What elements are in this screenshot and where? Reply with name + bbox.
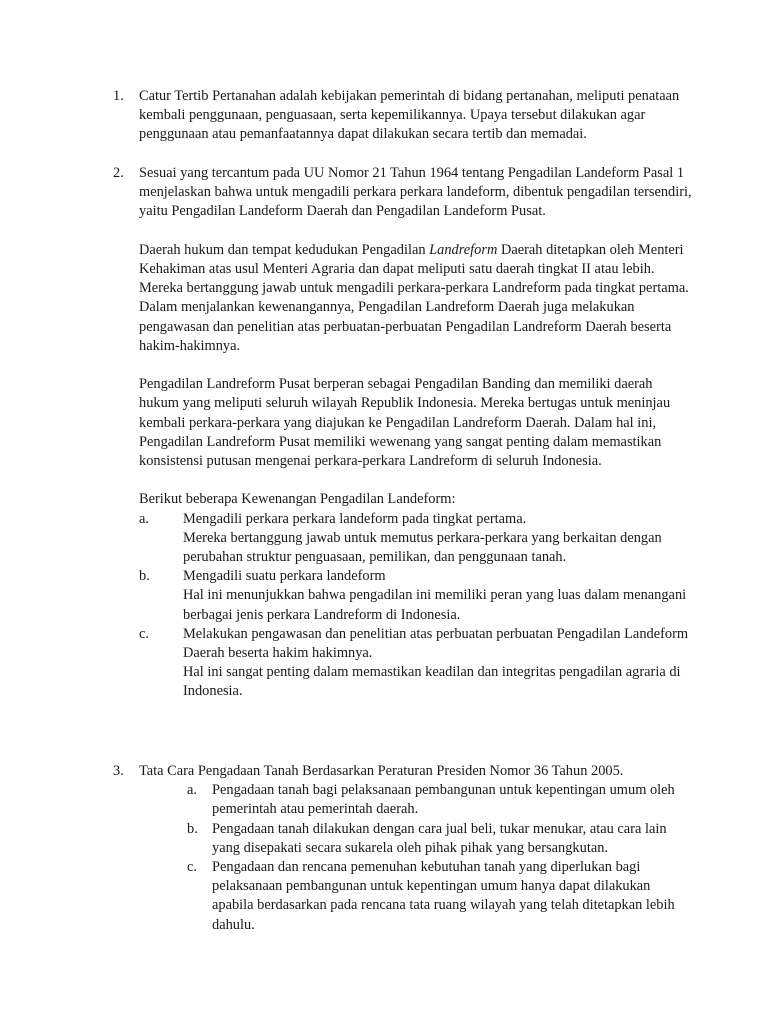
sub-letter: b. [187, 820, 198, 837]
paragraph: Catur Tertib Pertanahan adalah kebijakan pemerintah di bidang pertanahan, meliputi penataan kembali penggunaan, penguasaan, serta kepemilikannya. Upaya tersebut dilakukan agar penggunaan atau pemanfaatannya dapat dilakukan secara tertib dan memadai. [139, 88, 680, 143]
sub-description: Pengadaan dan rencana pemenuhan kebutuhan tanah yang diperlukan bagi pelaksanaan pembangunan untuk kepentingan umum hanya dapat dilakukan apabila berdasarkan pada rencana tata ruang wilayah yang telah ditetapkan lebih dahulu. [212, 859, 675, 933]
sub-heading: Mengadili suatu perkara landeform [183, 568, 386, 585]
sub-list-item [187, 858, 693, 935]
paragraph: Sesuai yang tercantum pada UU Nomor 21 Tahun 1964 tentang Pengadilan Landeform Pasal 1 menjelaskan bahwa untuk mengadili perkara perkara landeform, dibentuk pengadilan tersendiri, yaitu Pengadilan Landeform Daerah dan Pengadilan Landeform Pusat. [139, 165, 692, 220]
sub-list-item [187, 781, 693, 819]
sub-letter: c. [139, 625, 149, 642]
list-number: 2. [113, 165, 124, 181]
sub-description: Mereka bertanggung jawab untuk memutus perkara-perkara yang berkaitan dengan perubahan struktur penguasaan, pemilikan, dan penggunaan tanah. [183, 529, 662, 566]
list-number: 3. [113, 763, 124, 779]
sub-description: Pengadaan tanah dilakukan dengan cara jual beli, tukar menukar, atau cara lain yang disepakati secara sukarela oleh pihak pihak yang bersangkutan. [212, 820, 667, 856]
sub-letter: a. [187, 782, 197, 799]
sub-list [187, 781, 693, 935]
paragraph-text: Daerah hukum dan tempat kedudukan Pengadilan [139, 241, 430, 258]
sub-heading: Melakukan pengawasan dan penelitian atas perbuatan perbuatan Pengadilan Landeform Daerah beserta hakim hakimnya. [183, 625, 689, 662]
sub-letter: c. [187, 859, 197, 876]
paragraph: Tata Cara Pengadaan Tanah Berdasarkan Peraturan Presiden Nomor 36 Tahun 2005. [139, 763, 624, 779]
sub-letter: a. [139, 510, 149, 527]
paragraph [139, 241, 693, 356]
list-number: 1. [113, 88, 124, 104]
sub-description: Pengadaan tanah bagi pelaksanaan pembangunan untuk kepentingan umum oleh pemerintah atau pemerintah daerah. [212, 782, 675, 818]
sub-list-item [187, 820, 693, 858]
paragraph: Pengadilan Landreform Pusat berperan sebagai Pengadilan Banding dan memiliki daerah hukum yang meliputi seluruh wilayah Republik Indonesia. Mereka bertugas untuk meninjau kembali perkara-perkara yang diajukan ke Pengadilan Landreform Daerah. Dalam hal ini, Pengadilan Landreform Pusat memiliki wewenang yang sangat penting dalam memastikan konsistensi putusan mengenai perkara-perkara Landreform di seluruh Indonesia. [139, 376, 671, 470]
italic-term: Landreform [429, 241, 498, 258]
paragraph: Berikut beberapa Kewenangan Pengadilan Landeform: [139, 491, 456, 508]
sub-list [139, 510, 693, 702]
paragraph-text: Daerah ditetapkan oleh Menteri Kehakiman atas usul Menteri Agraria dan dapat meliputi satu daerah tingkat II atau lebih. Mereka bertanggung jawab untuk mengadili perkara-perkara Landreform pada tingkat pertama. Dalam menjalankan kewenangannya, Pengadilan Landreform Daerah juga melakukan pengawasan dan penelitian atas perbuatan-perbuatan Pengadilan Landreform Daerah beserta hakim-hakimnya. [139, 241, 689, 354]
sub-description: Hal ini sangat penting dalam memastikan keadilan dan integritas pengadilan agraria di Indonesia. [183, 664, 681, 700]
sub-list-item [139, 567, 693, 625]
sub-heading: Mengadili perkara perkara landeform pada tingkat pertama. [183, 510, 527, 527]
sub-letter: b. [139, 568, 150, 585]
sub-list-item [139, 510, 693, 568]
sub-description: Hal ini menunjukkan bahwa pengadilan ini memiliki peran yang luas dalam menangani berbagai jenis perkara Landreform di Indonesia. [183, 587, 687, 623]
list-item-2 [113, 164, 693, 702]
sub-list-item [139, 625, 693, 702]
list-item-3 [113, 762, 693, 935]
list-item-1 [113, 87, 693, 145]
